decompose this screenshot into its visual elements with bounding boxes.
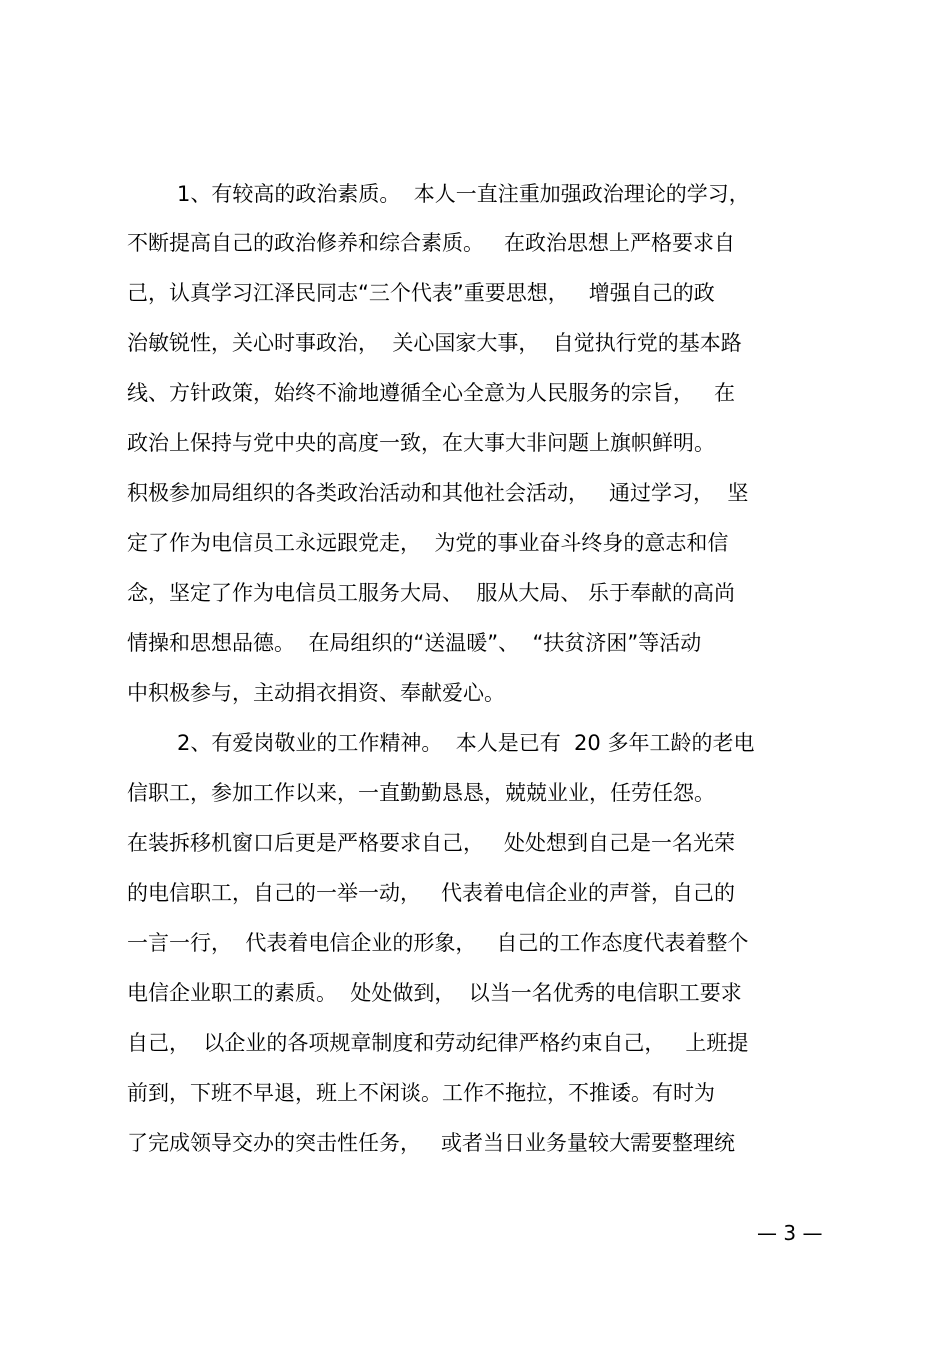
paragraph-line: 治敏锐性，关心时事政治， 关心国家大事， 自觉执行党的基本路 [127, 331, 742, 355]
paragraph-line: 的电信职工，自己的一举一动， 代表着电信企业的声誉，自己的 [127, 881, 736, 905]
paragraph-line: 线、方针政策，始终不渝地遵循全心全意为人民服务的宗旨， 在 [127, 381, 736, 405]
paragraph-line: 情操和思想品德。 在局组织的“送温暖”、 “扶贫济困”等活动 [127, 631, 702, 655]
paragraph-line: 2、有爱岗敬业的工作精神。 本人是已有 20 多年工龄的老电 [177, 731, 755, 755]
paragraph-line: 一言一行， 代表着电信企业的形象， 自己的工作态度代表着整个 [127, 931, 749, 955]
paragraph-line: 前到，下班不早退，班上不闲谈。工作不拖拉，不推诿。有时为 [127, 1081, 715, 1105]
paragraph-line: 1、有较高的政治素质。 本人一直注重加强政治理论的学习， [177, 182, 750, 206]
paragraph-line: 念，坚定了作为电信员工服务大局、 服从大局、 乐于奉献的高尚 [127, 581, 736, 605]
paragraph-line: 定了作为电信员工永远跟党走， 为党的事业奋斗终身的意志和信 [127, 531, 729, 555]
paragraph-line: 自己， 以企业的各项规章制度和劳动纪律严格约束自己， 上班提 [127, 1031, 749, 1055]
paragraph-line: 电信企业职工的素质。 处处做到， 以当一名优秀的电信职工要求 [127, 981, 742, 1005]
paragraph-line: 了完成领导交办的突击性任务， 或者当日业务量较大需要整理统 [127, 1131, 736, 1155]
paragraph-line: 中积极参与，主动捐衣捐资、奉献爱心。 [127, 681, 505, 705]
paragraph-line: 积极参加局组织的各类政治活动和其他社会活动， 通过学习， 坚 [127, 481, 749, 505]
paragraph-line: 信职工，参加工作以来，一直勤勤恳恳，兢兢业业，任劳任怨。 [127, 781, 715, 805]
paragraph-line: 政治上保持与党中央的高度一致，在大事大非问题上旗帜鲜明。 [127, 431, 715, 455]
paragraph-line: 在装拆移机窗口后更是严格要求自己， 处处想到自己是一名光荣 [127, 831, 736, 855]
paragraph-line: 己，认真学习江泽民同志“三个代表”重要思想， 增强自己的政 [127, 281, 715, 305]
page-number: — 3 — [757, 1221, 823, 1245]
paragraph-line: 不断提高自己的政治修养和综合素质。 在政治思想上严格要求自 [127, 231, 736, 255]
